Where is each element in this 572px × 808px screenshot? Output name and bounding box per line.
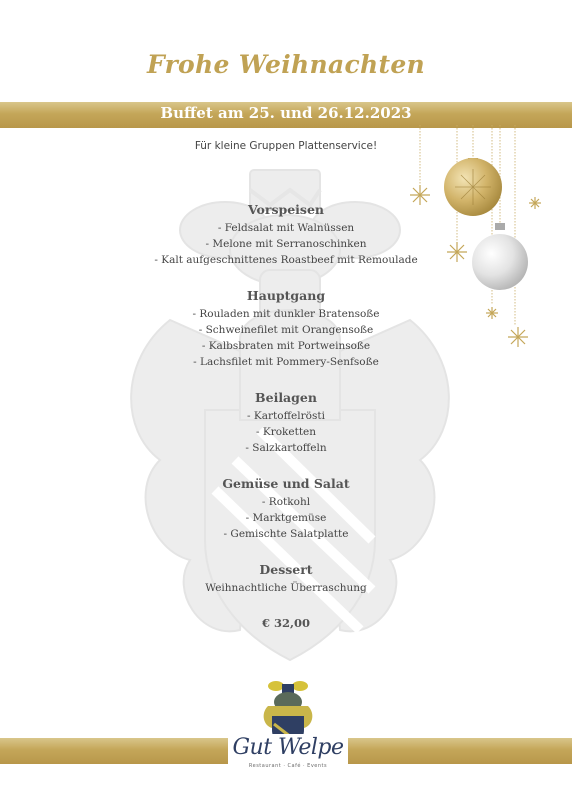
menu-item: - Marktgemüse	[245, 512, 327, 524]
menu-item: - Melone mit Serranoschinken	[205, 238, 367, 250]
menu-item: - Kalbsbraten mit Portweinsoße	[201, 340, 371, 352]
logo-tagline: Restaurant · Café · Events	[248, 763, 328, 769]
logo-wordmark: Gut Welpe	[232, 735, 344, 760]
menu-item: - Schweinefilet mit Orangensoße	[198, 324, 374, 336]
menu-item: - Rotkohl	[261, 496, 311, 508]
menu-item: - Feldsalat mit Walnüssen	[217, 222, 355, 234]
menu-item: - Kartoffelrösti	[247, 410, 325, 422]
platter-service-note: Für kleine Gruppen Plattenservice!	[194, 140, 378, 152]
section-heading: Gemüse und Salat	[222, 476, 350, 491]
buffet-date: Buffet am 25. und 26.12.2023	[160, 104, 412, 122]
buffet-menu	[0, 202, 572, 630]
menu-section	[0, 390, 572, 456]
section-heading: Dessert	[259, 562, 313, 577]
section-heading: Beilagen	[255, 390, 317, 405]
menu-item: - Salzkartoffeln	[245, 442, 327, 454]
menu-item: - Kroketten	[255, 426, 317, 438]
page-title: Frohe Weihnachten	[146, 50, 426, 79]
menu-item: Weihnachtliche Überraschung	[205, 582, 367, 594]
menu-section	[0, 288, 572, 370]
buffet-price: € 32,00	[261, 616, 311, 630]
menu-section	[0, 202, 572, 268]
menu-item: - Lachsfilet mit Pommery-Senfsoße	[193, 356, 379, 368]
menu-item: - Gemischte Salatplatte	[223, 528, 349, 540]
menu-item: - Kalt aufgeschnittenes Roastbeef mit Remoulade	[154, 254, 418, 266]
section-heading: Hauptgang	[246, 288, 326, 303]
section-heading: Vorspeisen	[247, 202, 325, 217]
menu-section	[0, 476, 572, 542]
menu-item: - Rouladen mit dunkler Bratensoße	[192, 308, 380, 320]
menu-section	[0, 562, 572, 596]
